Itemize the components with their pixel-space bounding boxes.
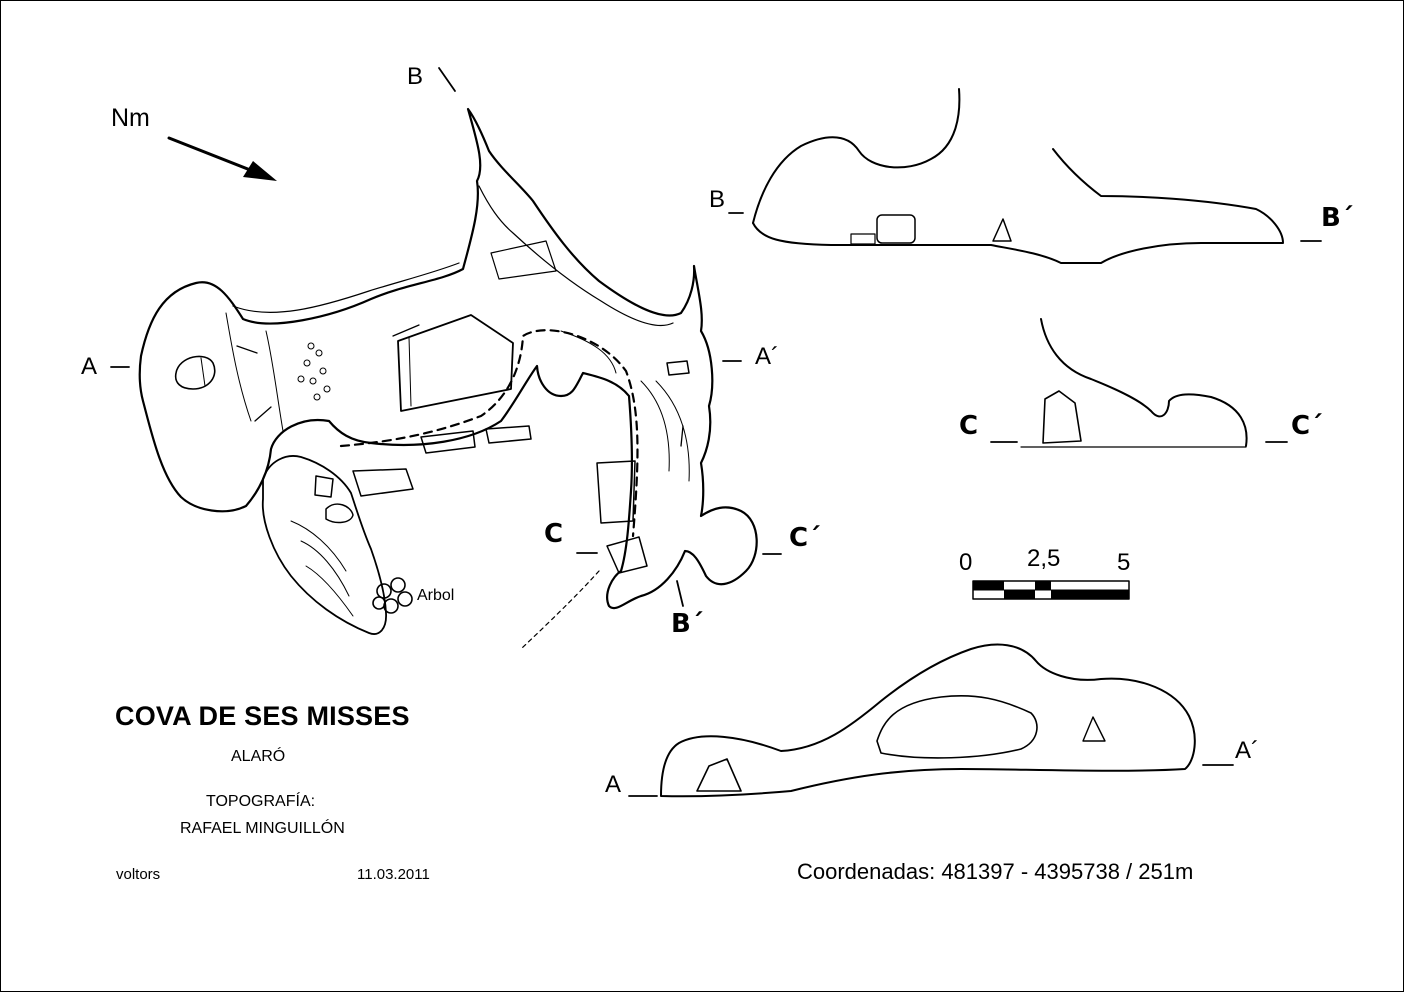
large-boulder bbox=[398, 315, 513, 411]
topography-label: TOPOGRAFÍA: bbox=[206, 793, 316, 810]
group-label: voltors bbox=[116, 866, 161, 883]
plan-section-c: C bbox=[544, 519, 564, 549]
profile-bb bbox=[753, 89, 1283, 263]
profile-aa bbox=[661, 645, 1195, 797]
tree-icon bbox=[373, 578, 412, 613]
scale-tick-2-5: 2,5 bbox=[1027, 545, 1061, 572]
cave-plan bbox=[140, 109, 757, 649]
scale-tick-0: 0 bbox=[959, 549, 973, 576]
coordinates-label: Coordenadas: 481397 - 4395738 / 251m bbox=[797, 859, 1194, 884]
plan-section-c-prime: C´ bbox=[789, 523, 822, 553]
plan-section-a: A bbox=[81, 353, 98, 380]
plan-outline bbox=[140, 109, 757, 608]
profile-cc-end: C´ bbox=[1291, 411, 1324, 441]
plan-section-a-prime: A´ bbox=[755, 343, 779, 370]
profile-bb-start: B bbox=[709, 186, 726, 213]
tree-label: Arbol bbox=[417, 587, 455, 604]
profile-cc-start: C bbox=[959, 411, 979, 441]
plan-section-b-prime: B´ bbox=[671, 609, 704, 639]
profile-cc bbox=[1021, 319, 1247, 447]
north-label: Nm bbox=[111, 104, 150, 132]
scale-bar bbox=[973, 581, 1129, 599]
cave-title: COVA DE SES MISSES bbox=[115, 701, 410, 731]
north-arrow-icon bbox=[169, 138, 277, 181]
author-label: RAFAEL MINGUILLÓN bbox=[180, 820, 345, 837]
plan-lower-area bbox=[263, 456, 386, 634]
date-label: 11.03.2011 bbox=[357, 866, 430, 883]
profile-aa-start: A bbox=[605, 771, 622, 798]
profile-bb-end: B´ bbox=[1321, 203, 1354, 233]
scale-tick-5: 5 bbox=[1117, 549, 1131, 576]
location-label: ALARÓ bbox=[231, 748, 286, 765]
profile-aa-end: A´ bbox=[1235, 737, 1259, 764]
plan-section-b: B bbox=[407, 63, 424, 90]
cave-survey-drawing bbox=[1, 1, 1404, 992]
